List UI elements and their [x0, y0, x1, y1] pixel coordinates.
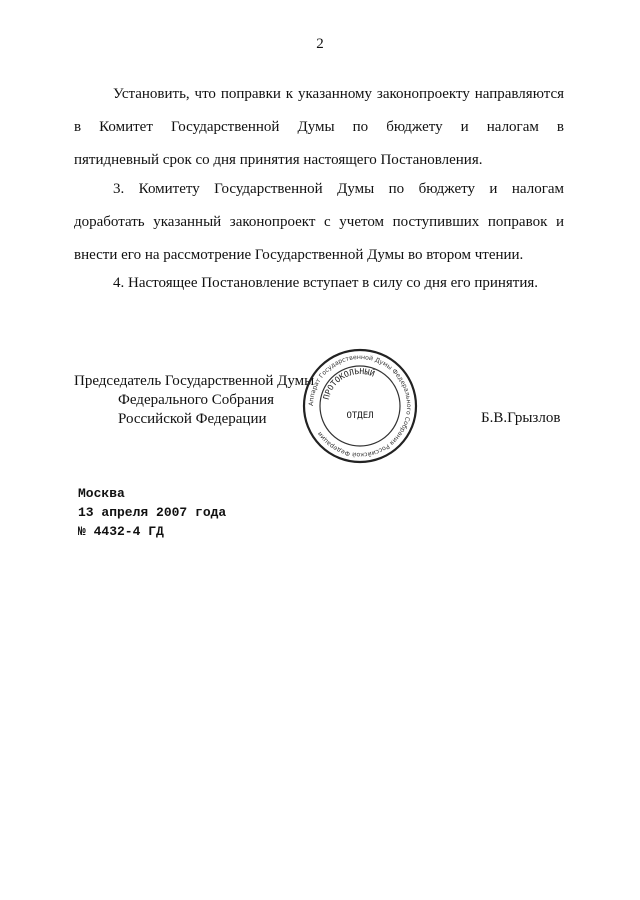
official-stamp	[300, 346, 420, 466]
stamp-outer-text: Аппарат Государственной Думы Федерального Собрания Российской Федерации	[307, 353, 413, 459]
signer-name: Б.В.Грызлов	[481, 410, 561, 426]
signatory-title-line: Федерального Собрания	[118, 392, 275, 408]
footer-city: Москва	[78, 486, 125, 501]
signatory-title-line: Председатель Государственной Думы	[74, 373, 315, 389]
paragraph-line: в Комитет Государственной Думы по бюджету и налогам в	[74, 119, 564, 135]
paragraph-effective	[74, 267, 564, 300]
paragraph-line: 4. Настоящее Постановление вступает в силу со дня его принятия.	[113, 275, 539, 291]
stamp-inner-bottom-text: ОТДЕЛ	[346, 411, 374, 421]
footer-date: 13 апреля 2007 года	[78, 505, 227, 520]
signatory-title	[74, 372, 314, 429]
document-footer	[78, 484, 226, 541]
paragraph-line: Установить, что поправки к указанному законопроекту направляются	[113, 86, 564, 102]
footer-number: № 4432-4 ГД	[78, 524, 164, 539]
paragraph-line: внести его на рассмотрение Государственной Думы во втором чтении.	[74, 247, 524, 263]
paragraph-amendments	[74, 78, 564, 177]
paragraph-line: доработать указанный законопроект с учетом поступивших поправок и	[74, 214, 564, 230]
paragraph-line: пятидневный срок со дня принятия настоящего Постановления.	[74, 152, 483, 168]
page-number: 2	[316, 36, 324, 52]
paragraph-committee	[74, 173, 564, 272]
paragraph-line: 3. Комитету Государственной Думы по бюджету и налогам	[113, 181, 564, 197]
stamp-inner-top-text: ПРОТОКОЛЬНЫЙ	[321, 366, 376, 401]
signatory-title-line: Российской Федерации	[118, 411, 267, 427]
